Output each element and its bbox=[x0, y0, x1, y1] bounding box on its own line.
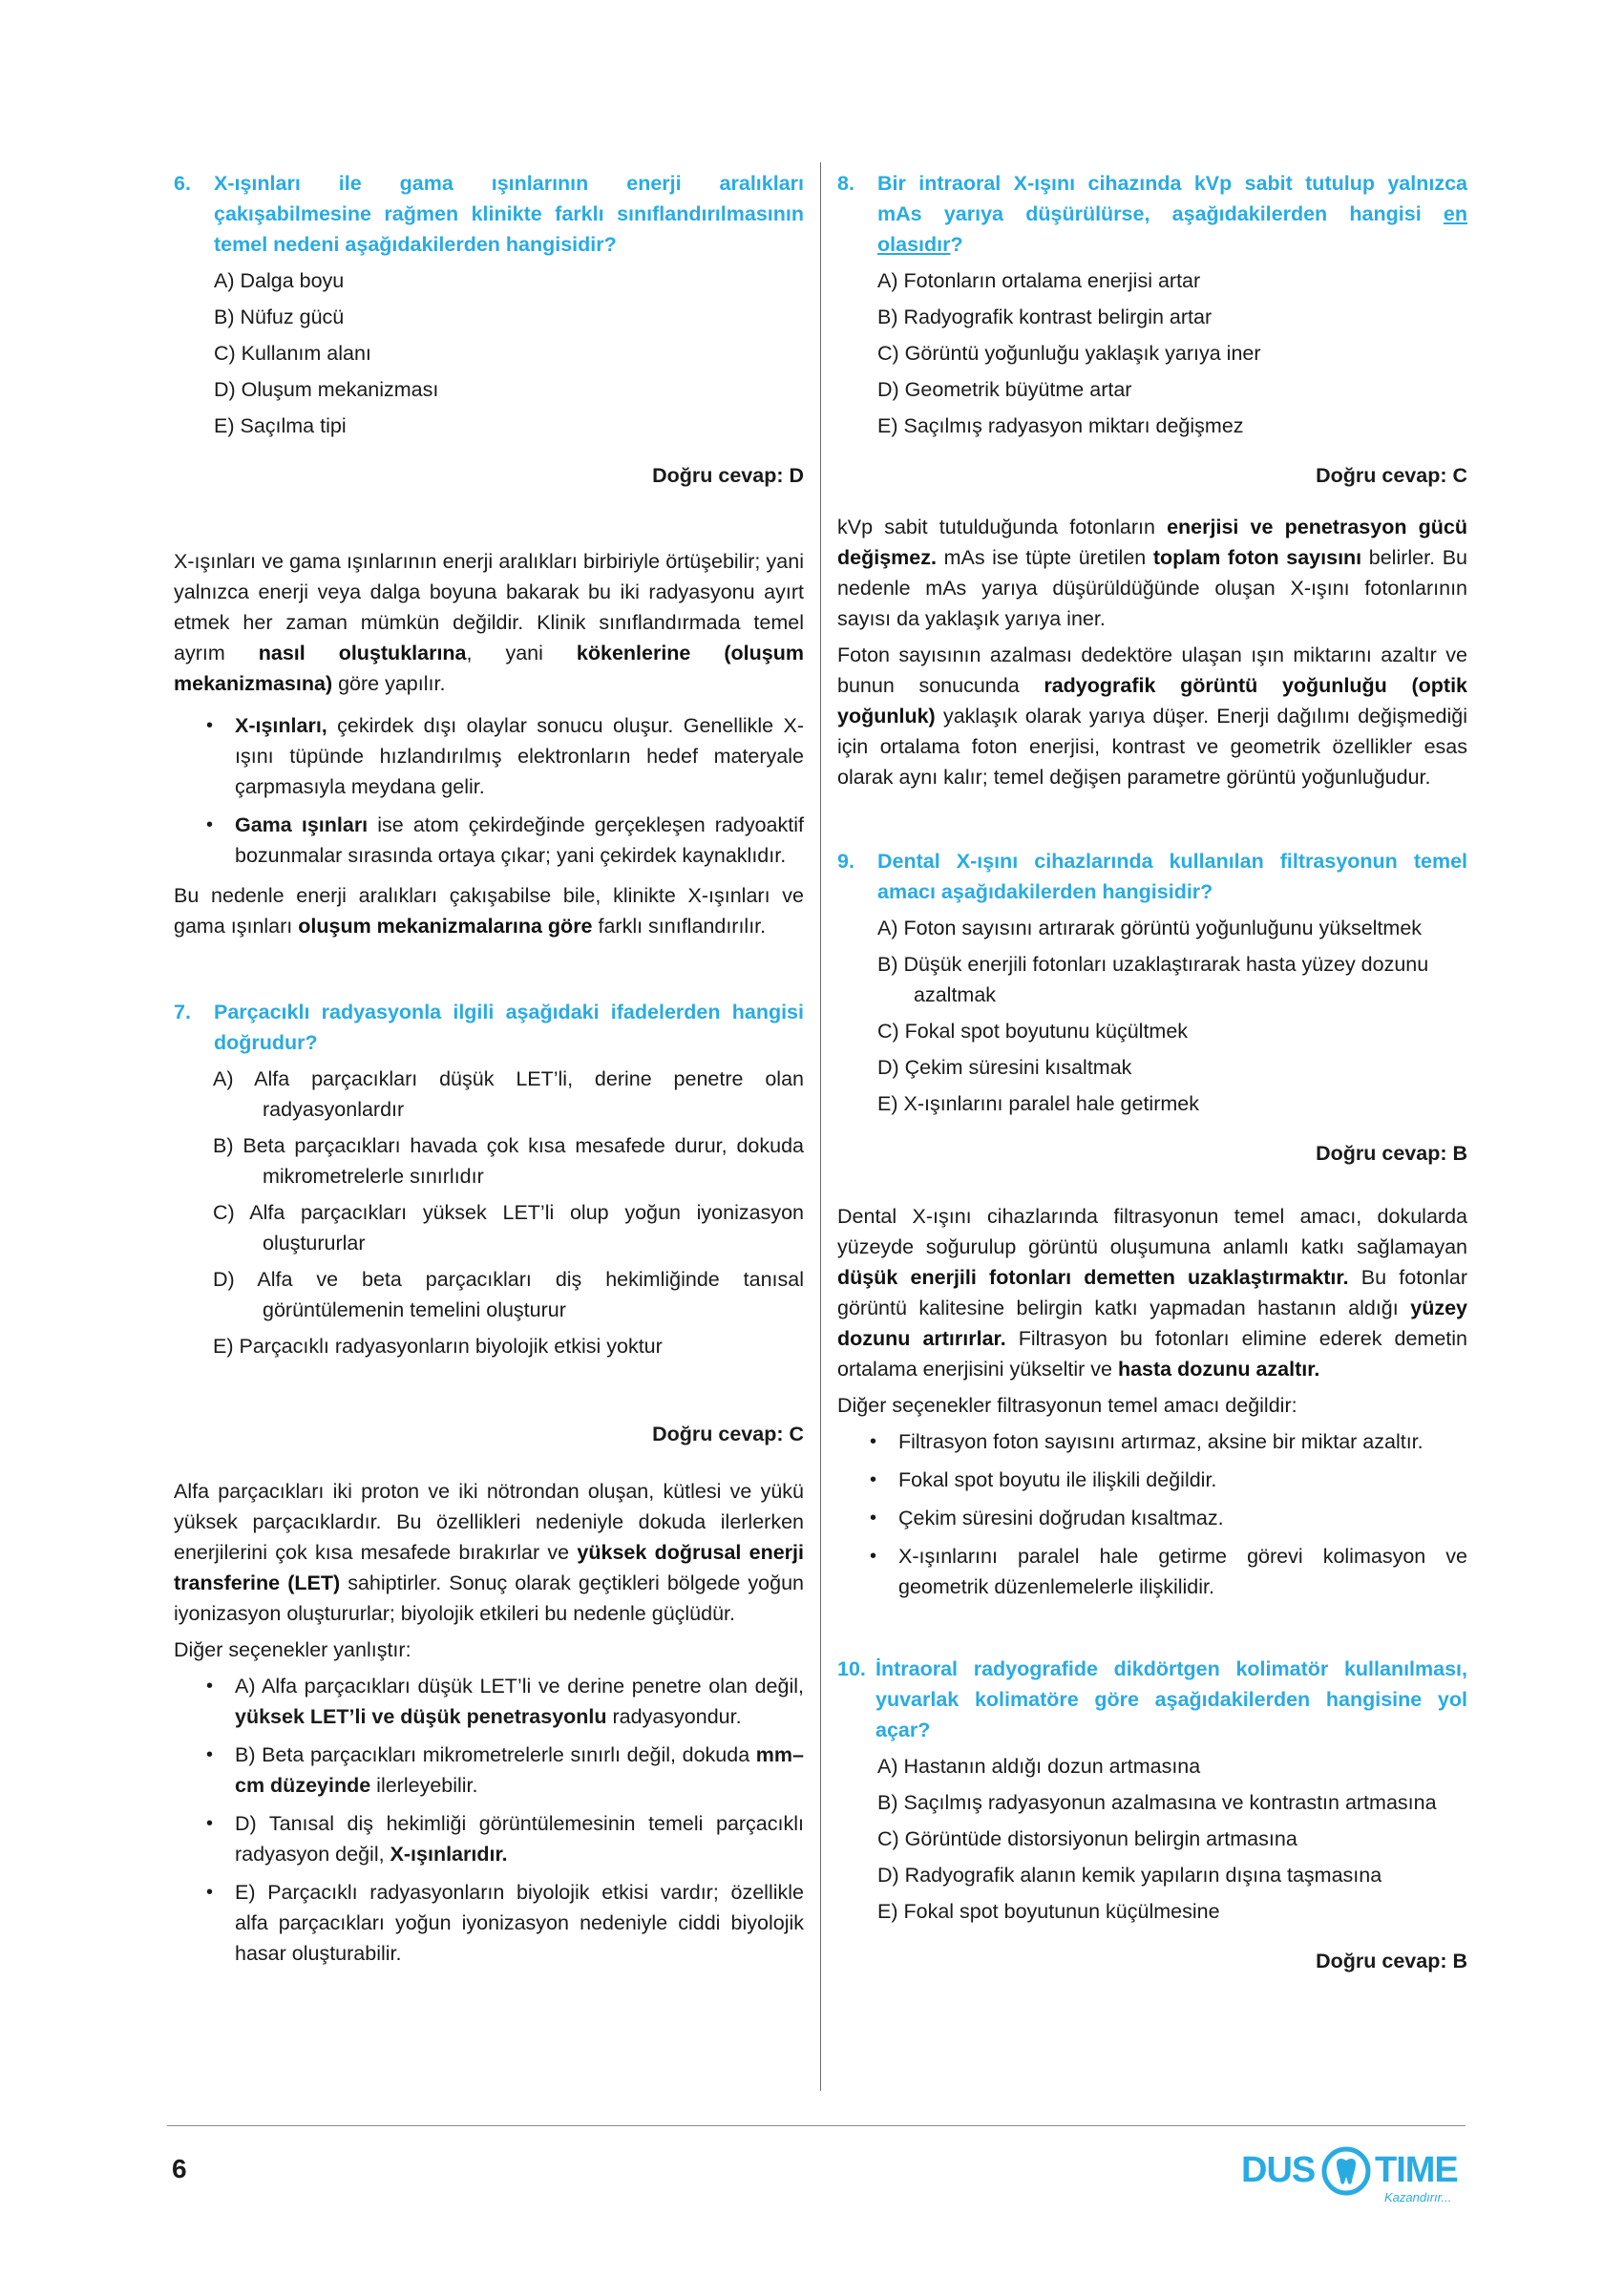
explanation-7-bullet-a: • A) Alfa parçacıkları düşük LET’li ve derine penetre olan değil, yüksek LET’li ve düşük penetrasyonlu radyasyondur. bbox=[174, 1671, 804, 1732]
explanation-6-bullet-xray: • X-ışınları, çekirdek dışı olaylar sonucu oluşur. Genellikle X-ışını tüpünde hızlandırılmış elektronların hedef materyale çarpmasıyla meydana gelir. bbox=[174, 710, 804, 802]
tooth-icon bbox=[1321, 2146, 1371, 2196]
logo-text-time: TIME bbox=[1375, 2150, 1458, 2190]
column-divider bbox=[820, 162, 821, 2091]
explanation-7-bullet-b: • B) Beta parçacıkları mikrometrelerle sınırlı değil, dokuda mm–cm düzeyinde ilerleyebilir. bbox=[174, 1740, 804, 1801]
left-column bbox=[174, 168, 804, 1976]
question-7-answer: Doğru cevap: C bbox=[652, 1423, 804, 1445]
question-9-option-a: A) Foton sayısını artırarak görüntü yoğunluğunu yükseltmek bbox=[877, 917, 1423, 939]
page-number: 6 bbox=[172, 2154, 187, 2183]
question-9-option-d: D) Çekim süresini kısaltmak bbox=[877, 1056, 1132, 1079]
question-6-option-a: A) Dalga boyu bbox=[214, 269, 345, 292]
logo-tagline: Kazandırır... bbox=[1384, 2190, 1452, 2204]
question-8-option-e: E) Saçılmış radyasyon miktarı değişmez bbox=[877, 414, 1244, 437]
question-10-text: İntraoral radyografide dikdörtgen kolimatör kullanılması, yuvarlak kolimatöre göre aşağıdakilerden hangisine yol açar? bbox=[875, 1657, 1467, 1741]
question-7-text: Parçacıklı radyasyonla ilgili aşağıdaki ifadelerden hangisi doğrudur? bbox=[214, 1001, 804, 1054]
question-6-option-e: E) Saçılma tipi bbox=[214, 414, 347, 437]
explanation-6-paragraph-2: Bu nedenle enerji aralıkları çakışabilse bile, klinikte X-ışınları ve gama ışınları oluşum mekanizmalarına göre farklı sınıflandırılır. bbox=[174, 884, 804, 938]
question-6-option-d: D) Oluşum mekanizması bbox=[214, 378, 439, 401]
bullet-icon: • bbox=[206, 1882, 214, 1903]
question-8-stem: 8. Bir intraoral X-ışını cihazında kVp sabit tutulup yalnızca mAs yarıya düşürülürse, aşağıdakilerden hangisi en olasıdır? bbox=[837, 168, 1467, 260]
logo-text-dus: DUS bbox=[1241, 2150, 1316, 2190]
explanation-9 bbox=[837, 1201, 1467, 1602]
explanation-9-paragraph-1: Dental X-ışını cihazlarında filtrasyonun temel amacı, dokularda yüzeyde soğurulup görüntü oluşumuna anlamlı katkı sağlamayan düşük enerjili fotonları demetten uzaklaştırmaktır. Bu fotonlar görüntü kalitesine belirgin katkı yapmadan hastanın aldığı yüzey dozunu artırırlar. Filtrasyon bu fotonları elimine ederek demetin ortalama enerjisini yükseltir ve hasta dozunu azaltır. bbox=[837, 1205, 1467, 1381]
explanation-9-paragraph-2: Diğer seçenekler filtrasyonun temel amacı değildir: bbox=[837, 1394, 1297, 1417]
explanation-8-paragraph-1: kVp sabit tutulduğunda fotonların enerjisi ve penetrasyon gücü değişmez. mAs ise tüpte üretilen toplam foton sayısını belirler. Bu nedenle mAs yarıya düşürüldüğünde oluşan X-ışını fotonlarının sayısı da yaklaşık yarıya iner. bbox=[837, 516, 1467, 630]
question-7-number: 7. bbox=[174, 1001, 191, 1023]
explanation-6 bbox=[174, 546, 804, 941]
question-8-option-a: A) Fotonların ortalama enerjisi artar bbox=[877, 269, 1201, 292]
question-7-option-a: A) Alfa parçacıkları düşük LET’li, derine penetre olan radyasyonlardır bbox=[213, 1067, 804, 1121]
question-9-number: 9. bbox=[837, 850, 854, 873]
bullet-icon: • bbox=[870, 1508, 877, 1529]
question-8-number: 8. bbox=[837, 172, 854, 195]
explanation-7-bullet-e: • E) Parçacıklı radyasyonların biyolojik etkisi vardır; özellikle alfa parçacıkları yoğun iyonizasyon nedeniyle ciddi biyolojik hasar oluşturabilir. bbox=[174, 1877, 804, 1969]
explanation-9-bullet: • Filtrasyon foton sayısını artırmaz, aksine bir miktar azaltır. bbox=[837, 1426, 1467, 1457]
explanation-7-paragraph-2: Diğer seçenekler yanlıştır: bbox=[174, 1638, 411, 1661]
explanation-7-bullet-d: • D) Tanısal diş hekimliği görüntülemesinin temeli parçacıklı radyasyon değil, X-ışınlarıdır. bbox=[174, 1808, 804, 1869]
footer-rule bbox=[167, 2125, 1466, 2126]
bullet-icon: • bbox=[870, 1431, 877, 1452]
question-10-option-d: D) Radyografik alanın kemik yapıların dışına taşmasına bbox=[877, 1864, 1382, 1887]
explanation-6-paragraph-1: X-ışınları ve gama ışınlarının enerji aralıkları birbiriyle örtüşebilir; yani yalnızca enerji veya dalga boyuna bakarak bu iki radyasyonu ayırt etmek her zaman mümkün değildir. Klinik sınıflandırmada temel ayrım nasıl oluştuklarına, yani kökenlerine (oluşum mekanizmasına) göre yapılır. bbox=[174, 550, 804, 695]
question-6-answer: Doğru cevap: D bbox=[652, 464, 804, 487]
question-7-option-e: E) Parçacıklı radyasyonların biyolojik etkisi yoktur bbox=[213, 1335, 663, 1358]
question-8-answer: Doğru cevap: C bbox=[1316, 464, 1467, 487]
explanation-9-bullet: • Çekim süresini doğrudan kısaltmaz. bbox=[837, 1503, 1467, 1533]
question-9-stem bbox=[837, 846, 1467, 907]
explanation-9-bullet: • X-ışınlarını paralel hale getirme görevi kolimasyon ve geometrik düzenlemelerle ilişkilidir. bbox=[837, 1541, 1467, 1602]
question-6-option-b: B) Nüfuz gücü bbox=[214, 306, 345, 328]
question-10-option-c: C) Görüntüde distorsiyonun belirgin artmasına bbox=[877, 1827, 1297, 1850]
question-6-option-c: C) Kullanım alanı bbox=[214, 342, 371, 365]
dustime-logo bbox=[1241, 2146, 1470, 2213]
question-9 bbox=[837, 846, 1467, 1169]
question-9-option-e: E) X-ışınlarını paralel hale getirmek bbox=[877, 1092, 1199, 1115]
explanation-6-bullet-gamma: • Gama ışınları ise atom çekirdeğinde gerçekleşen radyoaktif bozunmalar sırasında ortaya çıkar; yani çekirdek kaynaklıdır. bbox=[174, 810, 804, 871]
bullet-icon: • bbox=[206, 814, 214, 835]
question-7-option-c: C) Alfa parçacıkları yüksek LET’li olup yoğun iyonizasyon oluştururlar bbox=[213, 1201, 804, 1255]
question-8-option-d: D) Geometrik büyütme artar bbox=[877, 378, 1132, 401]
question-10 bbox=[837, 1654, 1467, 1976]
question-9-option-c: C) Fokal spot boyutunu küçültmek bbox=[877, 1020, 1189, 1043]
question-8 bbox=[837, 168, 1467, 491]
bullet-icon: • bbox=[870, 1546, 877, 1567]
bullet-icon: • bbox=[206, 1676, 214, 1697]
question-10-option-e: E) Fokal spot boyutunun küçülmesine bbox=[877, 1900, 1220, 1923]
question-7-option-d: D) Alfa ve beta parçacıkları diş hekimliğinde tanısal görüntülemenin temelini oluşturur bbox=[213, 1268, 804, 1321]
question-8-option-c: C) Görüntü yoğunluğu yaklaşık yarıya iner bbox=[877, 342, 1261, 365]
question-7-option-b: B) Beta parçacıkları havada çok kısa mesafede durur, dokuda mikrometrelerle sınırlıdır bbox=[213, 1134, 804, 1188]
bullet-icon: • bbox=[206, 1813, 214, 1834]
question-10-number: 10. bbox=[837, 1657, 866, 1680]
bullet-icon: • bbox=[206, 715, 214, 736]
question-10-option-b: B) Saçılmış radyasyonun azalmasına ve kontrastın artmasına bbox=[877, 1791, 1437, 1814]
question-10-option-a: A) Hastanın aldığı dozun artmasına bbox=[877, 1755, 1201, 1778]
question-7 bbox=[174, 997, 804, 1449]
question-9-text: Dental X-ışını cihazlarında kullanılan filtrasyonun temel amacı aşağıdakilerden hangisidir? bbox=[877, 850, 1467, 903]
question-6 bbox=[174, 168, 804, 491]
question-6-stem bbox=[174, 168, 804, 260]
explanation-7-paragraph-1: Alfa parçacıkları iki proton ve iki nötrondan oluşan, kütlesi ve yükü yüksek parçacıklardır. Bu özellikleri nedeniyle dokuda ilerlerken enerjilerini çok kısa mesafede bırakırlar ve yüksek doğrusal enerji transferine (LET) sahiptirler. Sonuç olarak geçtikleri bölgede yoğun iyonizasyon oluştururlar; biyolojik etkileri bu nedenle güçlüdür. bbox=[174, 1480, 804, 1625]
explanation-8-paragraph-2: Foton sayısının azalması dedektöre ulaşan ışın miktarını azaltır ve bunun sonucunda radyografik görüntü yoğunluğu (optik yoğunluk) yaklaşık olarak yarıya düşer. Enerji dağılımı değişmediği için ortalama foton enerjisi, kontrast ve geometrik özellikler esas olarak aynı kalır; temel değişen parametre görüntü yoğunluğudur. bbox=[837, 643, 1467, 789]
question-6-text: X-ışınları ile gama ışınlarının enerji aralıkları çakışabilmesine rağmen klinikte farklı sınıflandırılmasının temel nedeni aşağıdakilerden hangisidir? bbox=[214, 172, 804, 256]
question-10-stem bbox=[837, 1654, 1467, 1745]
question-7-stem bbox=[174, 997, 804, 1058]
question-6-number: 6. bbox=[174, 172, 191, 195]
question-8-option-b: B) Radyografik kontrast belirgin artar bbox=[877, 306, 1213, 328]
explanation-8 bbox=[837, 512, 1467, 792]
right-column bbox=[837, 168, 1467, 1976]
bullet-icon: • bbox=[206, 1744, 214, 1765]
explanation-9-bullet: • Fokal spot boyutu ile ilişkili değildir. bbox=[837, 1465, 1467, 1495]
question-9-option-b: B) Düşük enerjili fotonları uzaklaştırarak hasta yüzey dozunu azaltmak bbox=[877, 953, 1429, 1006]
bullet-icon: • bbox=[870, 1469, 877, 1490]
explanation-7 bbox=[174, 1476, 804, 1969]
question-10-answer: Doğru cevap: B bbox=[1316, 1950, 1467, 1972]
question-9-answer: Doğru cevap: B bbox=[1316, 1142, 1467, 1165]
